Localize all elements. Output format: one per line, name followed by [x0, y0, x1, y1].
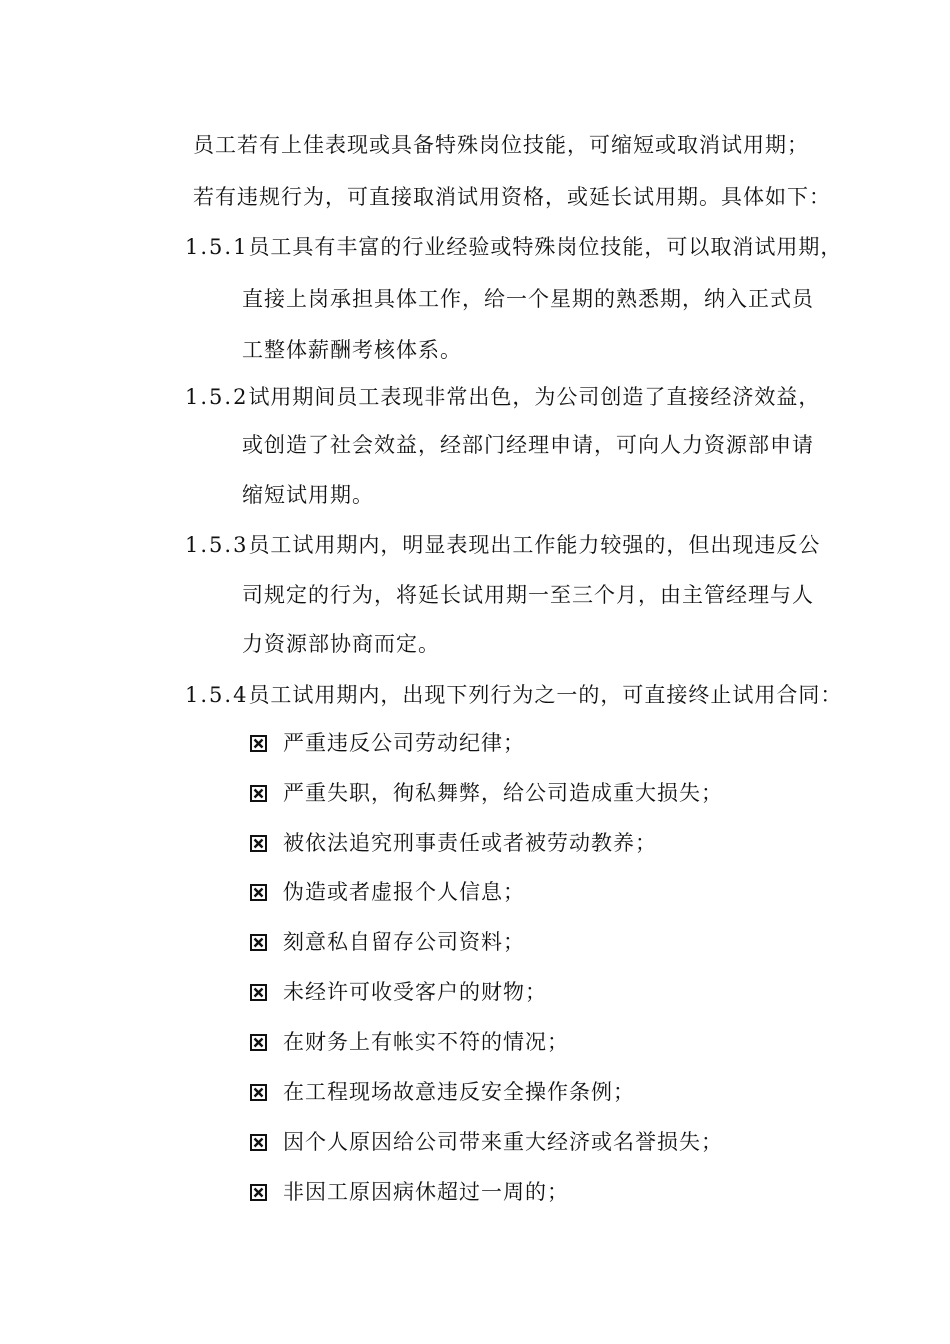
- list-item-text: 被依法追究刑事责任或者被劳动教养；: [283, 831, 657, 855]
- section-number: 1.5.4: [185, 683, 249, 707]
- section-text: 员工试用期内，出现下列行为之一的，可直接终止试用合同：: [248, 683, 843, 707]
- list-item-text: 在工程现场故意违反安全操作条例；: [283, 1080, 635, 1104]
- checkbox-x-icon: [250, 785, 267, 802]
- list-item: [250, 778, 723, 808]
- checkbox-x-icon: [250, 884, 267, 901]
- section-1-5-3-line-2: 司规定的行为，将延长试用期一至三个月，由主管经理与人: [242, 583, 814, 607]
- section-1-5-1-first-line: [185, 232, 842, 262]
- section-1-5-2-first-line: [185, 382, 820, 412]
- list-item-text: 未经许可收受客户的财物；: [283, 980, 547, 1004]
- section-1-5-4-first-line: [185, 680, 842, 710]
- list-item: [250, 1027, 569, 1057]
- checkbox-x-icon: [250, 835, 267, 852]
- list-item-text: 伪造或者虚报个人信息；: [283, 880, 525, 904]
- checkbox-x-icon: [250, 1134, 267, 1151]
- list-item: [250, 877, 525, 907]
- list-item-text: 因个人原因给公司带来重大经济或名誉损失；: [283, 1130, 723, 1154]
- section-text: 试用期间员工表现非常出色，为公司创造了直接经济效益，: [248, 385, 821, 409]
- checkbox-x-icon: [250, 1184, 267, 1201]
- list-item-text: 刻意私自留存公司资料；: [283, 930, 525, 954]
- section-1-5-1-line-2: 直接上岗承担具体工作，给一个星期的熟悉期，纳入正式员: [242, 287, 814, 311]
- section-1-5-3-first-line: [185, 530, 820, 560]
- section-number: 1.5.3: [185, 533, 249, 557]
- list-item: [250, 1127, 723, 1157]
- section-number: 1.5.2: [185, 385, 249, 409]
- section-1-5-2-line-3: 缩短试用期。: [242, 483, 374, 507]
- section-1-5-2-line-2: 或创造了社会效益，经部门经理申请，可向人力资源部申请: [242, 433, 814, 457]
- section-text: 员工试用期内，明显表现出工作能力较强的，但出现违反公: [248, 533, 821, 557]
- section-1-5-1-line-3: 工整体薪酬考核体系。: [242, 338, 462, 362]
- checkbox-x-icon: [250, 1034, 267, 1051]
- checkbox-x-icon: [250, 934, 267, 951]
- section-number: 1.5.1: [185, 235, 249, 259]
- list-item: [250, 828, 657, 858]
- checkbox-x-icon: [250, 1084, 267, 1101]
- list-item: [250, 1077, 635, 1107]
- checkbox-x-icon: [250, 735, 267, 752]
- intro-line-1: 员工若有上佳表现或具备特殊岗位技能，可缩短或取消试用期；: [193, 133, 809, 157]
- list-item: [250, 728, 525, 758]
- list-item-text: 严重失职，徇私舞弊，给公司造成重大损失；: [283, 781, 723, 805]
- intro-line-2: 若有违规行为，可直接取消试用资格，或延长试用期。具体如下：: [193, 185, 831, 209]
- list-item-text: 严重违反公司劳动纪律；: [283, 731, 525, 755]
- list-item: [250, 1177, 569, 1207]
- list-item: [250, 927, 525, 957]
- list-item: [250, 977, 547, 1007]
- checkbox-x-icon: [250, 984, 267, 1001]
- section-1-5-3-line-3: 力资源部协商而定。: [242, 632, 440, 656]
- list-item-text: 在财务上有帐实不符的情况；: [283, 1030, 569, 1054]
- list-item-text: 非因工原因病休超过一周的；: [283, 1180, 569, 1204]
- section-text: 员工具有丰富的行业经验或特殊岗位技能，可以取消试用期，: [248, 235, 843, 259]
